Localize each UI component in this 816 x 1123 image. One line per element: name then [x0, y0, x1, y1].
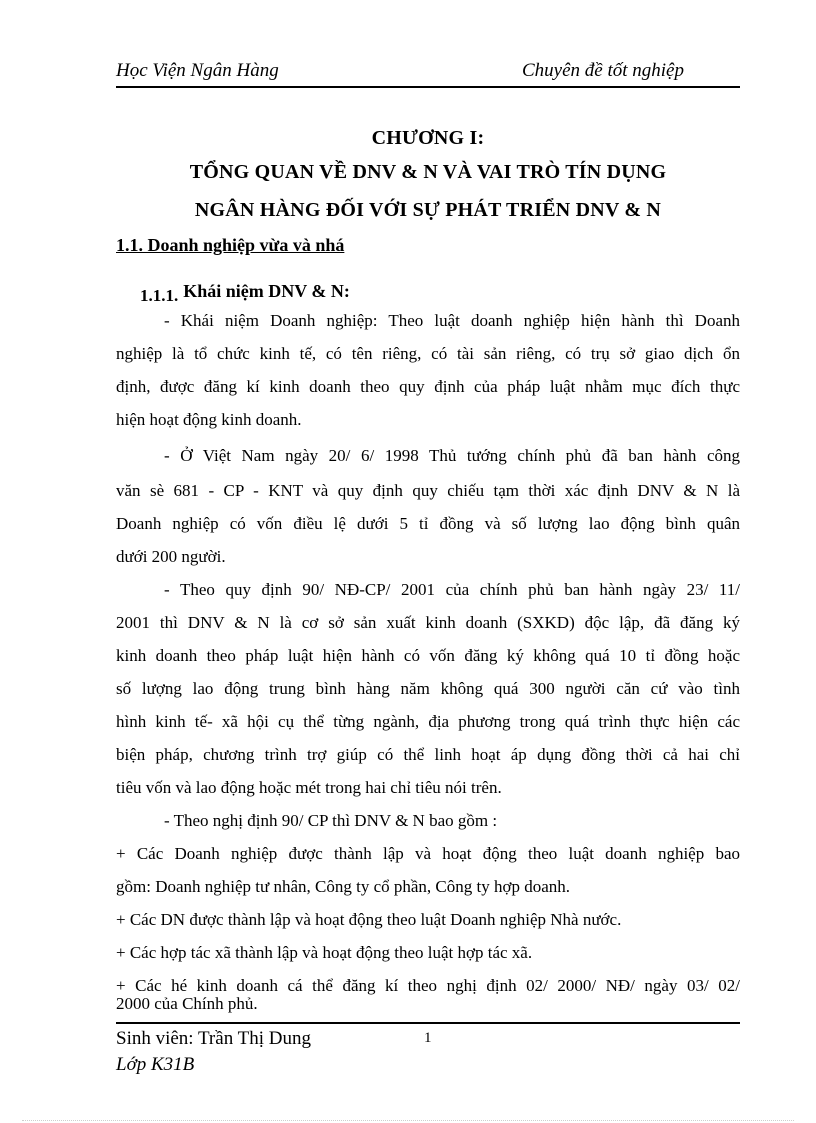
- body-line: dưới 200 người.: [116, 547, 226, 566]
- body-line: - Ở Việt Nam ngày 20/ 6/ 1998 Thủ tướng chính phủ đã ban hành công: [164, 446, 740, 465]
- section-heading-1-1-1: [140, 281, 350, 305]
- footer-divider: [116, 1022, 740, 1024]
- footer-class: Lớp K31B: [116, 1054, 195, 1075]
- body-line: + Các hé kinh doanh cá thể đăng kí theo nghị định 02/ 2000/ NĐ/ ngày 03/ 02/: [116, 976, 740, 995]
- body-line: gồm: Doanh nghiệp tư nhân, Công ty cổ phần, Công ty hợp doanh.: [116, 877, 571, 896]
- body-line: + Các hợp tác xã thành lập và hoạt động theo luật hợp tác xã.: [116, 943, 533, 962]
- body-line: - Khái niệm Doanh nghiệp: Theo luật doanh nghiệp hiện hành thì Doanh: [164, 311, 740, 330]
- body-line: 2000 của Chính phủ.: [116, 994, 258, 1013]
- body-line: - Theo nghị định 90/ CP thì DNV & N bao gồm :: [164, 811, 498, 830]
- body-line: tiêu vốn và lao động hoặc mét trong hai chỉ tiêu nói trên.: [116, 778, 502, 797]
- body-line: định, được đăng kí kinh doanh theo quy định của pháp luật nhằm mục đích thực: [116, 377, 740, 396]
- body-line: - Theo quy định 90/ NĐ-CP/ 2001 của chính phủ ban hành ngày 23/ 11/: [164, 580, 740, 599]
- body-line: + Các DN được thành lập và hoạt động theo luật Doanh nghiệp Nhà nước.: [116, 910, 622, 929]
- body-line: biện pháp, chương trình trợ giúp có thể linh hoạt áp dụng đồng thời cả hai chỉ: [116, 745, 740, 764]
- body-line: + Các Doanh nghiệp được thành lập và hoạt động theo luật doanh nghiệp bao: [116, 844, 740, 863]
- chapter-title-line-1: TỔNG QUAN VỀ DNV & N VÀ VAI TRÒ TÍN DỤNG: [189, 161, 667, 183]
- header-institution: Học Viện Ngân Hàng: [116, 60, 279, 81]
- body-line: 2001 thì DNV & N là cơ sở sản xuất kinh doanh (SXKD) độc lập, đã đăng ký: [116, 613, 740, 632]
- chapter-title-line-2: NGÂN HÀNG ĐỐI VỚI SỰ PHÁT TRIỂN DNV & N: [194, 199, 662, 221]
- footer-student-name: Sinh viên: Trần Thị Dung: [116, 1028, 311, 1049]
- header-divider: [116, 86, 740, 88]
- page-bottom-dotted-line: [22, 1120, 794, 1121]
- body-line: Doanh nghiệp có vốn điều lệ dưới 5 tỉ đồng và số lượng lao động bình quân: [116, 514, 740, 533]
- body-line: nghiệp là tổ chức kinh tế, có tên riêng, có tài sản riêng, có trụ sở giao dịch ổn: [116, 344, 740, 363]
- page-number: 1: [424, 1030, 432, 1046]
- body-line: văn sè 681 - CP - KNT và quy định quy chiếu tạm thời xác định DNV & N là: [116, 481, 740, 500]
- body-line: hiện hoạt động kinh doanh.: [116, 410, 302, 429]
- section-heading-1-1: 1.1. Doanh nghiệp vừa và nhá: [116, 235, 345, 255]
- section-title: Khái niệm DNV & N:: [183, 281, 350, 301]
- body-line: kinh doanh theo pháp luật hiện hành có vốn đăng ký không quá 10 tỉ đồng hoặc: [116, 646, 740, 665]
- chapter-number: CHƯƠNG I:: [371, 127, 485, 149]
- body-line: hình kinh tế- xã hội cụ thể từng ngành, địa phương trong quá trình thực hiện các: [116, 712, 740, 731]
- body-line: số lượng lao động trung bình hàng năm không quá 300 người căn cứ vào tình: [116, 679, 740, 698]
- header-document-type: Chuyên đề tốt nghiệp: [522, 60, 684, 81]
- section-number: 1.1.1.: [140, 286, 179, 305]
